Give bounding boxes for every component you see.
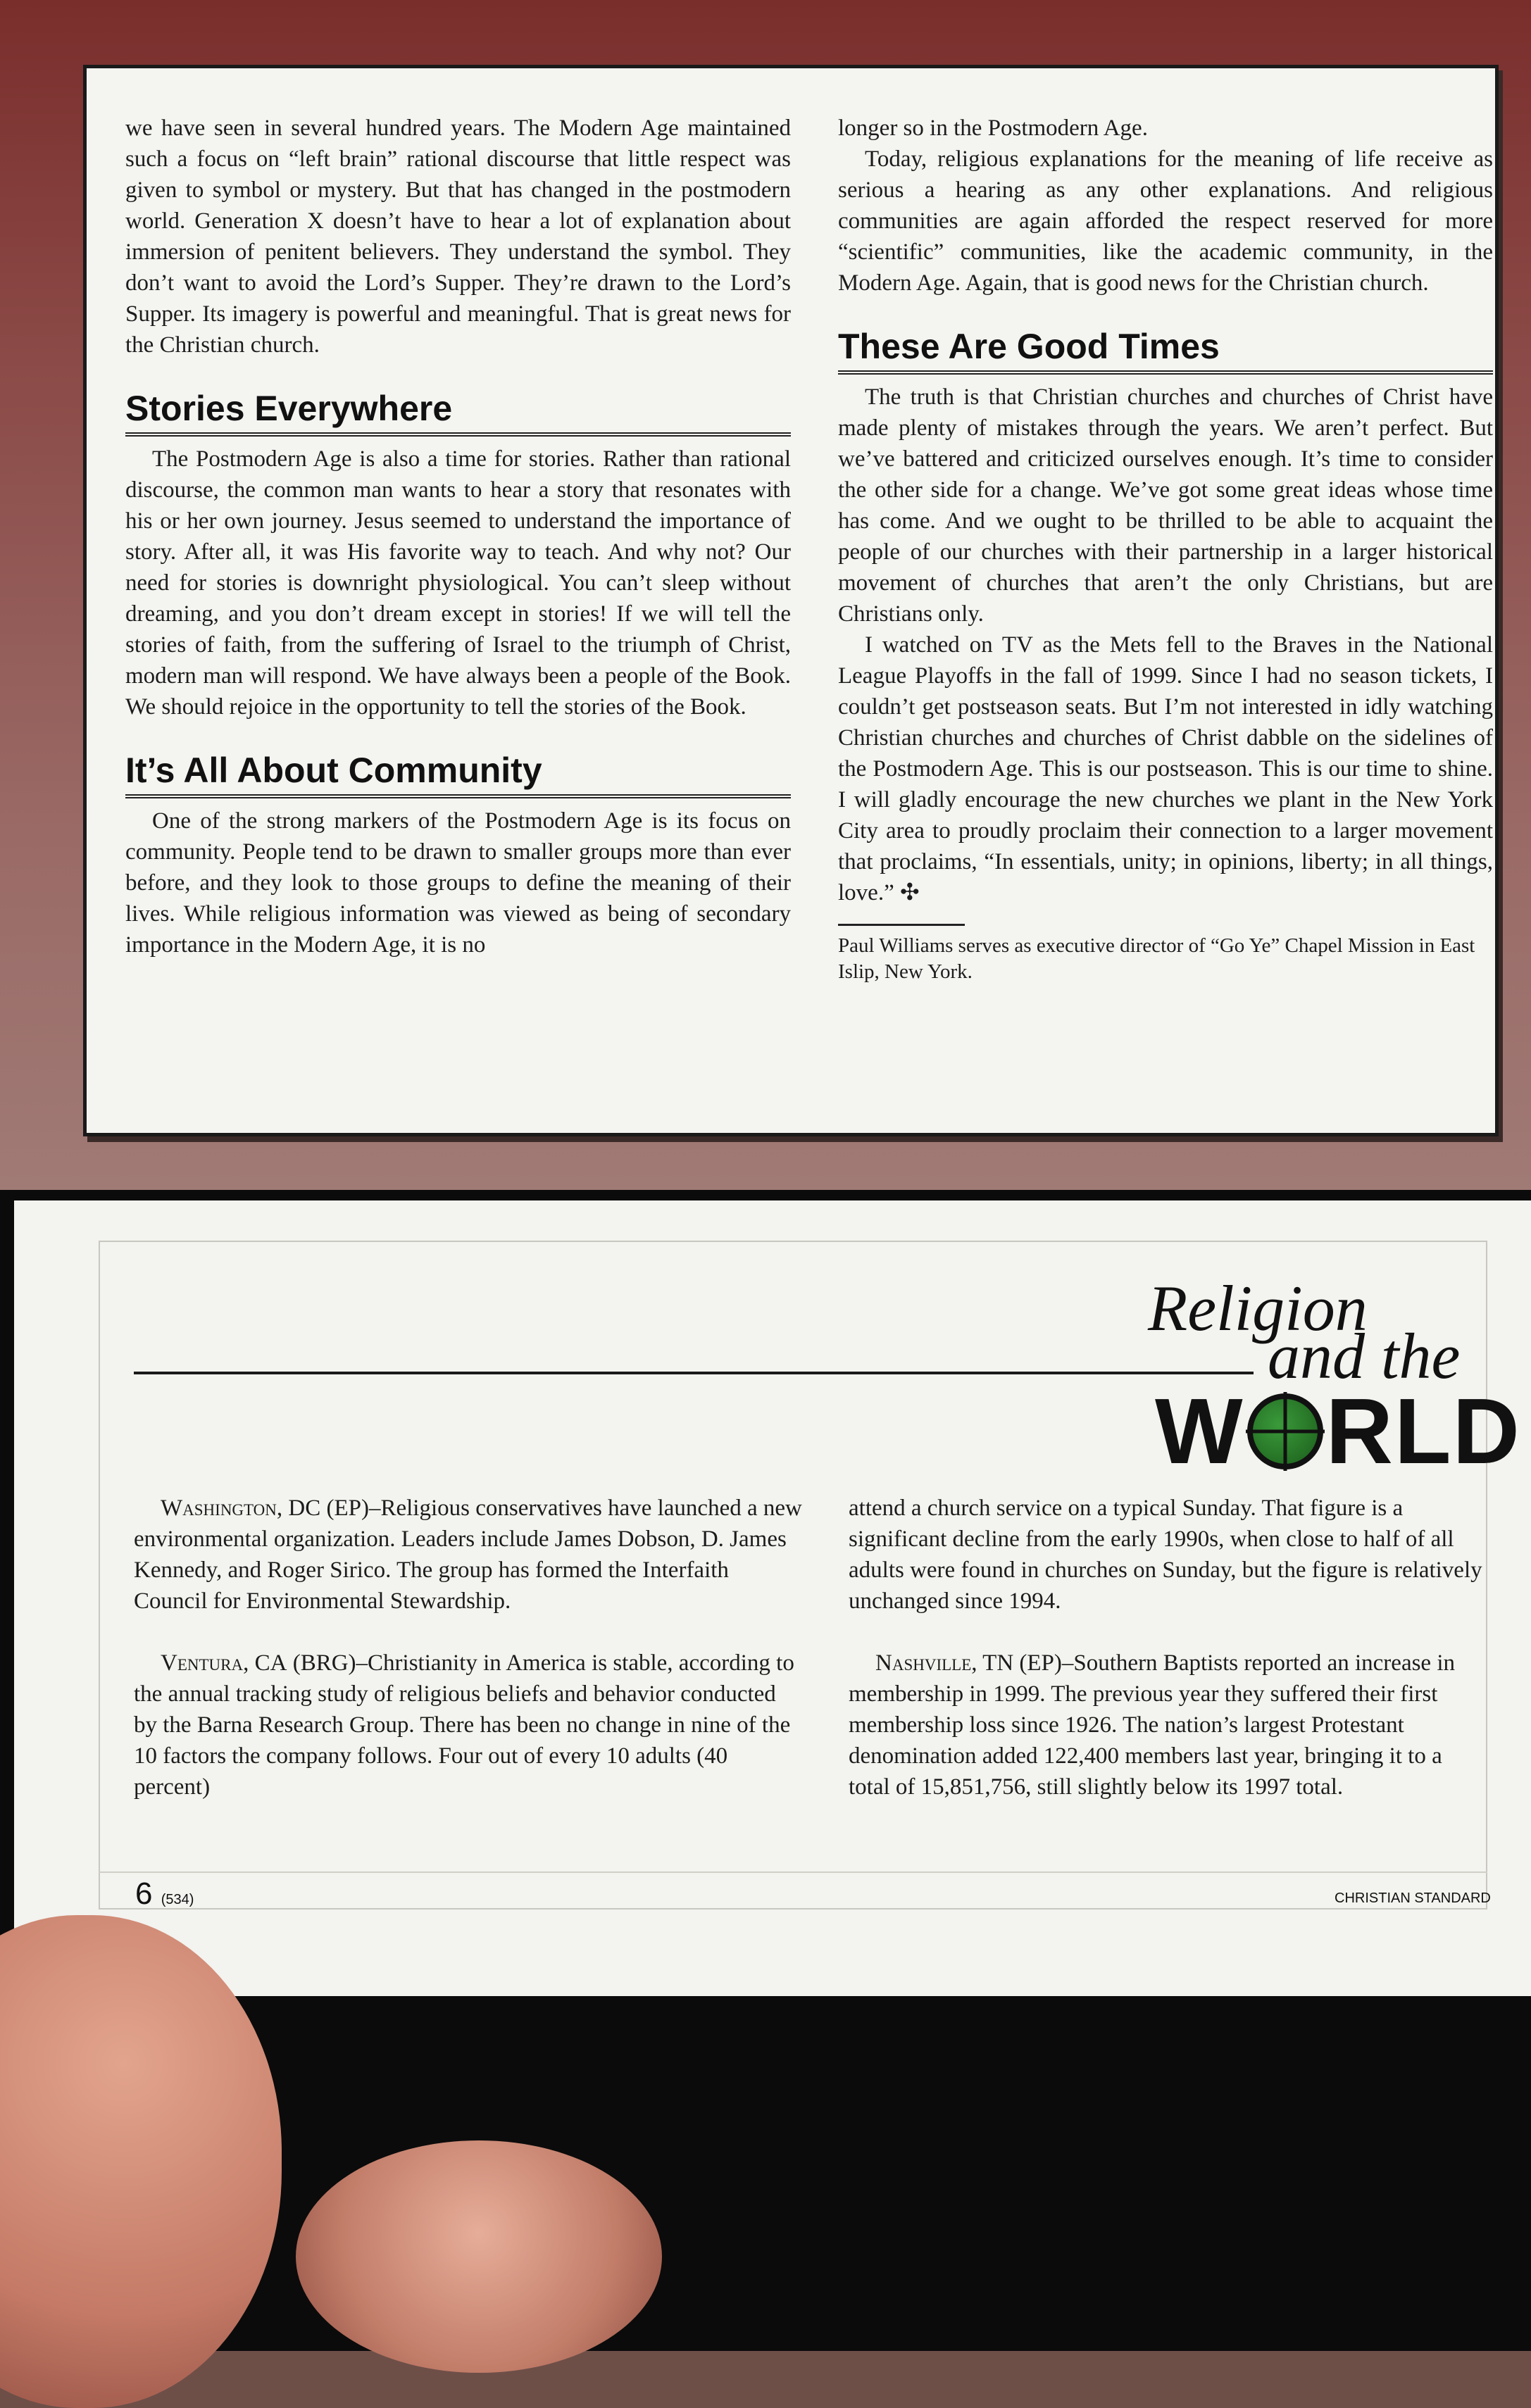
heading-community: It’s All About Community [125, 751, 791, 798]
author-byline: Paul Williams serves as executive director of “Go Ye” Chapel Mission in East Islip, New York. [838, 934, 1475, 983]
footer-rule [99, 1871, 1487, 1873]
news-text: (BRG)–Christianity in America is stable, according to the annual tracking study of religious beliefs and behavior conducted by the Barna Research Group. There has been no change in nine of the 10 factors the company follows. Four out of every 10 adults (40 percent) [134, 1650, 794, 1800]
mets-text: I watched on TV as the Mets fell to the Braves in the National League Playoffs in the fall of 1999. Since I had no season tickets, I couldn’t get postseason seats. But I’m not interested in idly watching Christian churches and churches of Christ dabble on the sidelines of the Postmodern Age. This is our postseason. This is our time to shine. I will gladly encourage the new churches we plant in the New York City area to proudly proclaim their connection to a larger movement that proclaims, “In essentials, unity; in opinions, liberty; in all things, love.” [838, 632, 1493, 905]
page-number [135, 1876, 194, 1912]
page-ref: (534) [161, 1892, 194, 1907]
news-text: (EP)–Southern Baptists reported an increase in membership in 1999. The previous year they suffered their first membership loss since 1926. The nation’s largest Protestant denomination added 122,400 members last year, bringing it to a total of 15,851,756, still slightly below its 1997 total. [849, 1650, 1455, 1800]
heading-good-times: These Are Good Times [838, 327, 1493, 375]
article-left-column [125, 113, 791, 960]
news-item-ventura-continued: attend a church service on a typical Sunday. That figure is a significant decline from the early 1990s, when close to half of all adults were found in churches on Sunday, but the figure is relatively unchanged since 1994. [849, 1495, 1482, 1614]
intro-paragraph: we have seen in several hundred years. The Modern Age maintained such a focus on “left brain” rational discourse that little respect was given to symbol or mystery. But that has changed in the postmodern world. Generation X doesn’t have to hear a lot of explanation about immersion of penitent believers. They understand the symbol. They don’t want to avoid the Lord’s Supper. They’re drawn to the Lord’s Supper. Its imagery is powerful and meaningful. That is great news for the Christian church. [125, 115, 791, 358]
masthead-rule [134, 1372, 1254, 1374]
hand-thumb [296, 2140, 662, 2373]
globe-icon [1247, 1393, 1323, 1469]
news-text: (EP)–Religious conservatives have launched a new environmental organization. Leaders include James Dobson, D. James Kennedy, and Roger Sirico. The group has formed the Interfaith Council for Environmental Stewardship. [134, 1495, 802, 1614]
news-right-column [849, 1493, 1482, 1833]
publication-name: CHRISTIAN STANDARD [1335, 1890, 1491, 1906]
masthead-and-the: and the [1268, 1320, 1461, 1392]
masthead-w: W [1155, 1379, 1244, 1483]
religion-paragraph: Today, religious explanations for the meaning of life receive as serious a hearing as any other explanations. And religious communities are again afforded the respect reserved for more “scientific” communities, like the academic community, in the Modern Age. Again, that is good news for the Christian church. [838, 146, 1493, 296]
article-right-column [838, 113, 1493, 985]
byline-rule [838, 924, 965, 926]
mets-paragraph [838, 629, 1493, 908]
news-item-nashville [849, 1648, 1482, 1802]
stories-paragraph: The Postmodern Age is also a time for stories. Rather than rational discourse, the common man wants to hear a story that resonates with his or her own journey. Jesus seemed to understand the importance of story. After all, it was His favorite way to teach. And why not? Our need for stories is downright physiological. You can’t sleep without dreaming, and you don’t dream except in stories! If we will tell the stories of faith, from the suffering of Israel to the triumph of Christ, modern man will respond. We have always been a people of the Book. We should rejoice in the opportunity to tell the stories of the Book. [125, 446, 791, 720]
news-item-washington [134, 1493, 803, 1617]
news-left-column [134, 1493, 803, 1833]
good-times-paragraph: The truth is that Christian churches and churches of Christ have made plenty of mistakes through the years. We aren’t perfect. But we’ve battered and criticized ourselves enough. It’s time to consider the other side for a change. We’ve got some great ideas whose time has come. And we ought to be thrilled to be able to acquaint the people of our churches with their partnership in a larger historical movement of churches that aren’t the only Christians, but are Christians only. [838, 384, 1493, 627]
masthead-religion: Religion [1148, 1272, 1368, 1344]
masthead-world [1155, 1379, 1521, 1483]
news-item-ventura [134, 1648, 803, 1802]
continuation-paragraph: longer so in the Postmodern Age. [838, 115, 1148, 141]
dateline: Washington, DC [161, 1495, 321, 1521]
end-mark-icon: ✣ [899, 880, 920, 905]
community-paragraph: One of the strong markers of the Postmodern Age is its focus on community. People tend to be drawn to smaller groups more than ever before, and they look to those groups to define the meaning of their lives. While religious information was viewed as being of secondary importance in the Modern Age, it is no [125, 808, 791, 958]
masthead-rld: RLD [1325, 1379, 1521, 1483]
dateline: Ventura, CA [161, 1650, 287, 1676]
page-number-value: 6 [135, 1876, 153, 1911]
heading-stories: Stories Everywhere [125, 389, 791, 437]
dateline: Nashville, TN [875, 1650, 1014, 1676]
